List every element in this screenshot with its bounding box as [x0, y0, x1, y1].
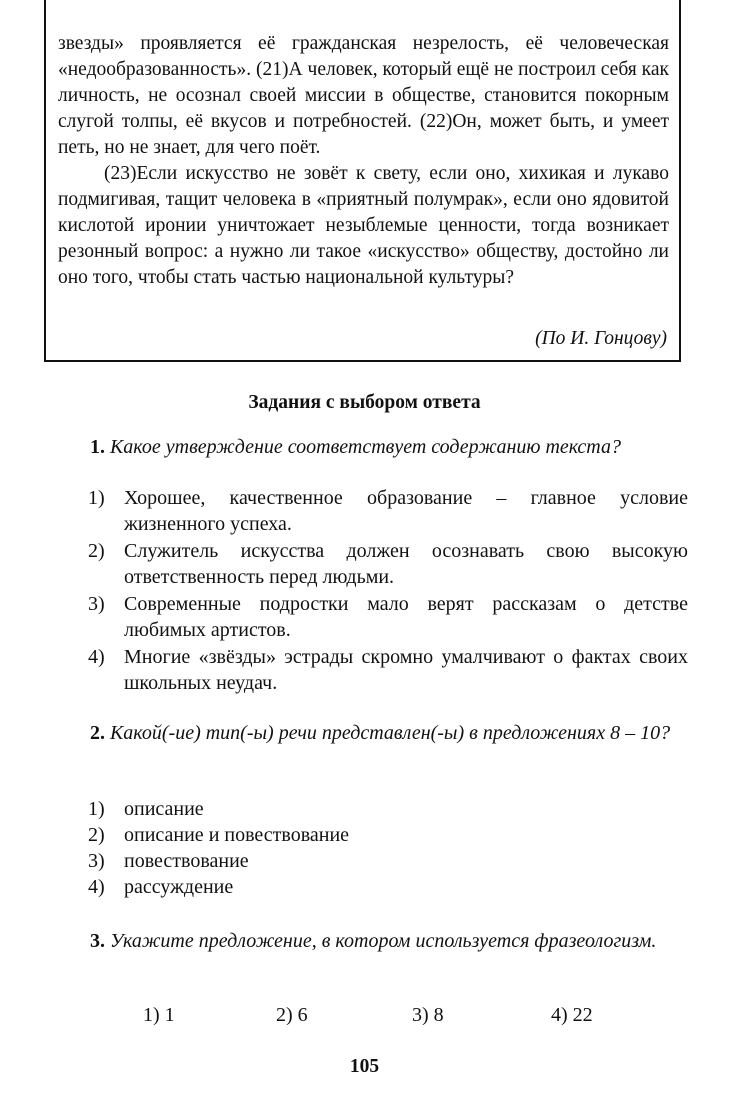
answer-option: 3) повествование — [88, 850, 249, 872]
answer-option: 2) 6 — [276, 1004, 308, 1026]
section-heading: Задания с выбором ответа — [248, 392, 481, 413]
question-1-options — [88, 485, 688, 697]
question-1 — [36, 434, 684, 461]
answer-option: 1) Хорошее, качественное образование – главное условие жизненного успеха. — [88, 487, 688, 535]
answer-option: 1) 1 — [143, 1004, 175, 1026]
question-text: Укажите предложение, в котором используется фразеологизм. — [110, 930, 657, 952]
question-number: 1. — [90, 436, 105, 458]
answer-option: 3) 8 — [412, 1004, 444, 1026]
question-2 — [36, 720, 684, 747]
answer-option: 2) описание и повествование — [88, 824, 350, 846]
question-3 — [36, 928, 684, 955]
answer-option: 1) описание — [88, 798, 204, 820]
question-3-options — [0, 1004, 729, 1032]
answer-option: 3) Современные подростки мало верят рассказам о детстве любимых артистов. — [88, 593, 688, 641]
answer-option: 4) Многие «звёзды» эстрады скромно умалчивают о фактах своих школьных неудач. — [88, 646, 688, 694]
question-text: Какой(-ие) тип(-ы) речи представлен(-ы) в предложениях 8 – 10? — [110, 722, 671, 744]
answer-option: 4) 22 — [551, 1004, 593, 1026]
question-text: Какое утверждение соответствует содержанию текста? — [110, 436, 621, 458]
passage-paragraph-1: звезды» проявляется её гражданская незрелость, её человеческая «недообразованность». (21)А человек, который ещё не построил себя как личность, не осознал своей миссии в обществе, становится покорным слугой толпы, её вкусов и потребностей. (22)Он, может быть, и умеет петь, но не знает, для чего поёт. — [58, 33, 669, 158]
passage-paragraph-2: (23)Если искусство не зовёт к свету, если оно, хихикая и лукаво подмигивая, тащит человека в «приятный полумрак», если оно ядовитой кислотой иронии уничтожает незыблемые ценности, тогда возникает резонный вопрос: а нужно ли такое «искусство» обществу, достойно ли оно того, чтобы стать частью национальной культуры? — [58, 163, 669, 288]
question-2-options — [88, 796, 688, 900]
question-number: 3. — [90, 930, 105, 952]
reading-passage-box — [44, 0, 681, 362]
page-number: 105 — [349, 1056, 380, 1077]
answer-option: 4) рассуждение — [88, 876, 234, 898]
passage-source: (По И. Гонцову) — [535, 328, 667, 349]
answer-option: 2) Служитель искусства должен осознавать свою высокую ответственность перед людьми. — [88, 540, 688, 588]
question-number: 2. — [90, 722, 105, 744]
